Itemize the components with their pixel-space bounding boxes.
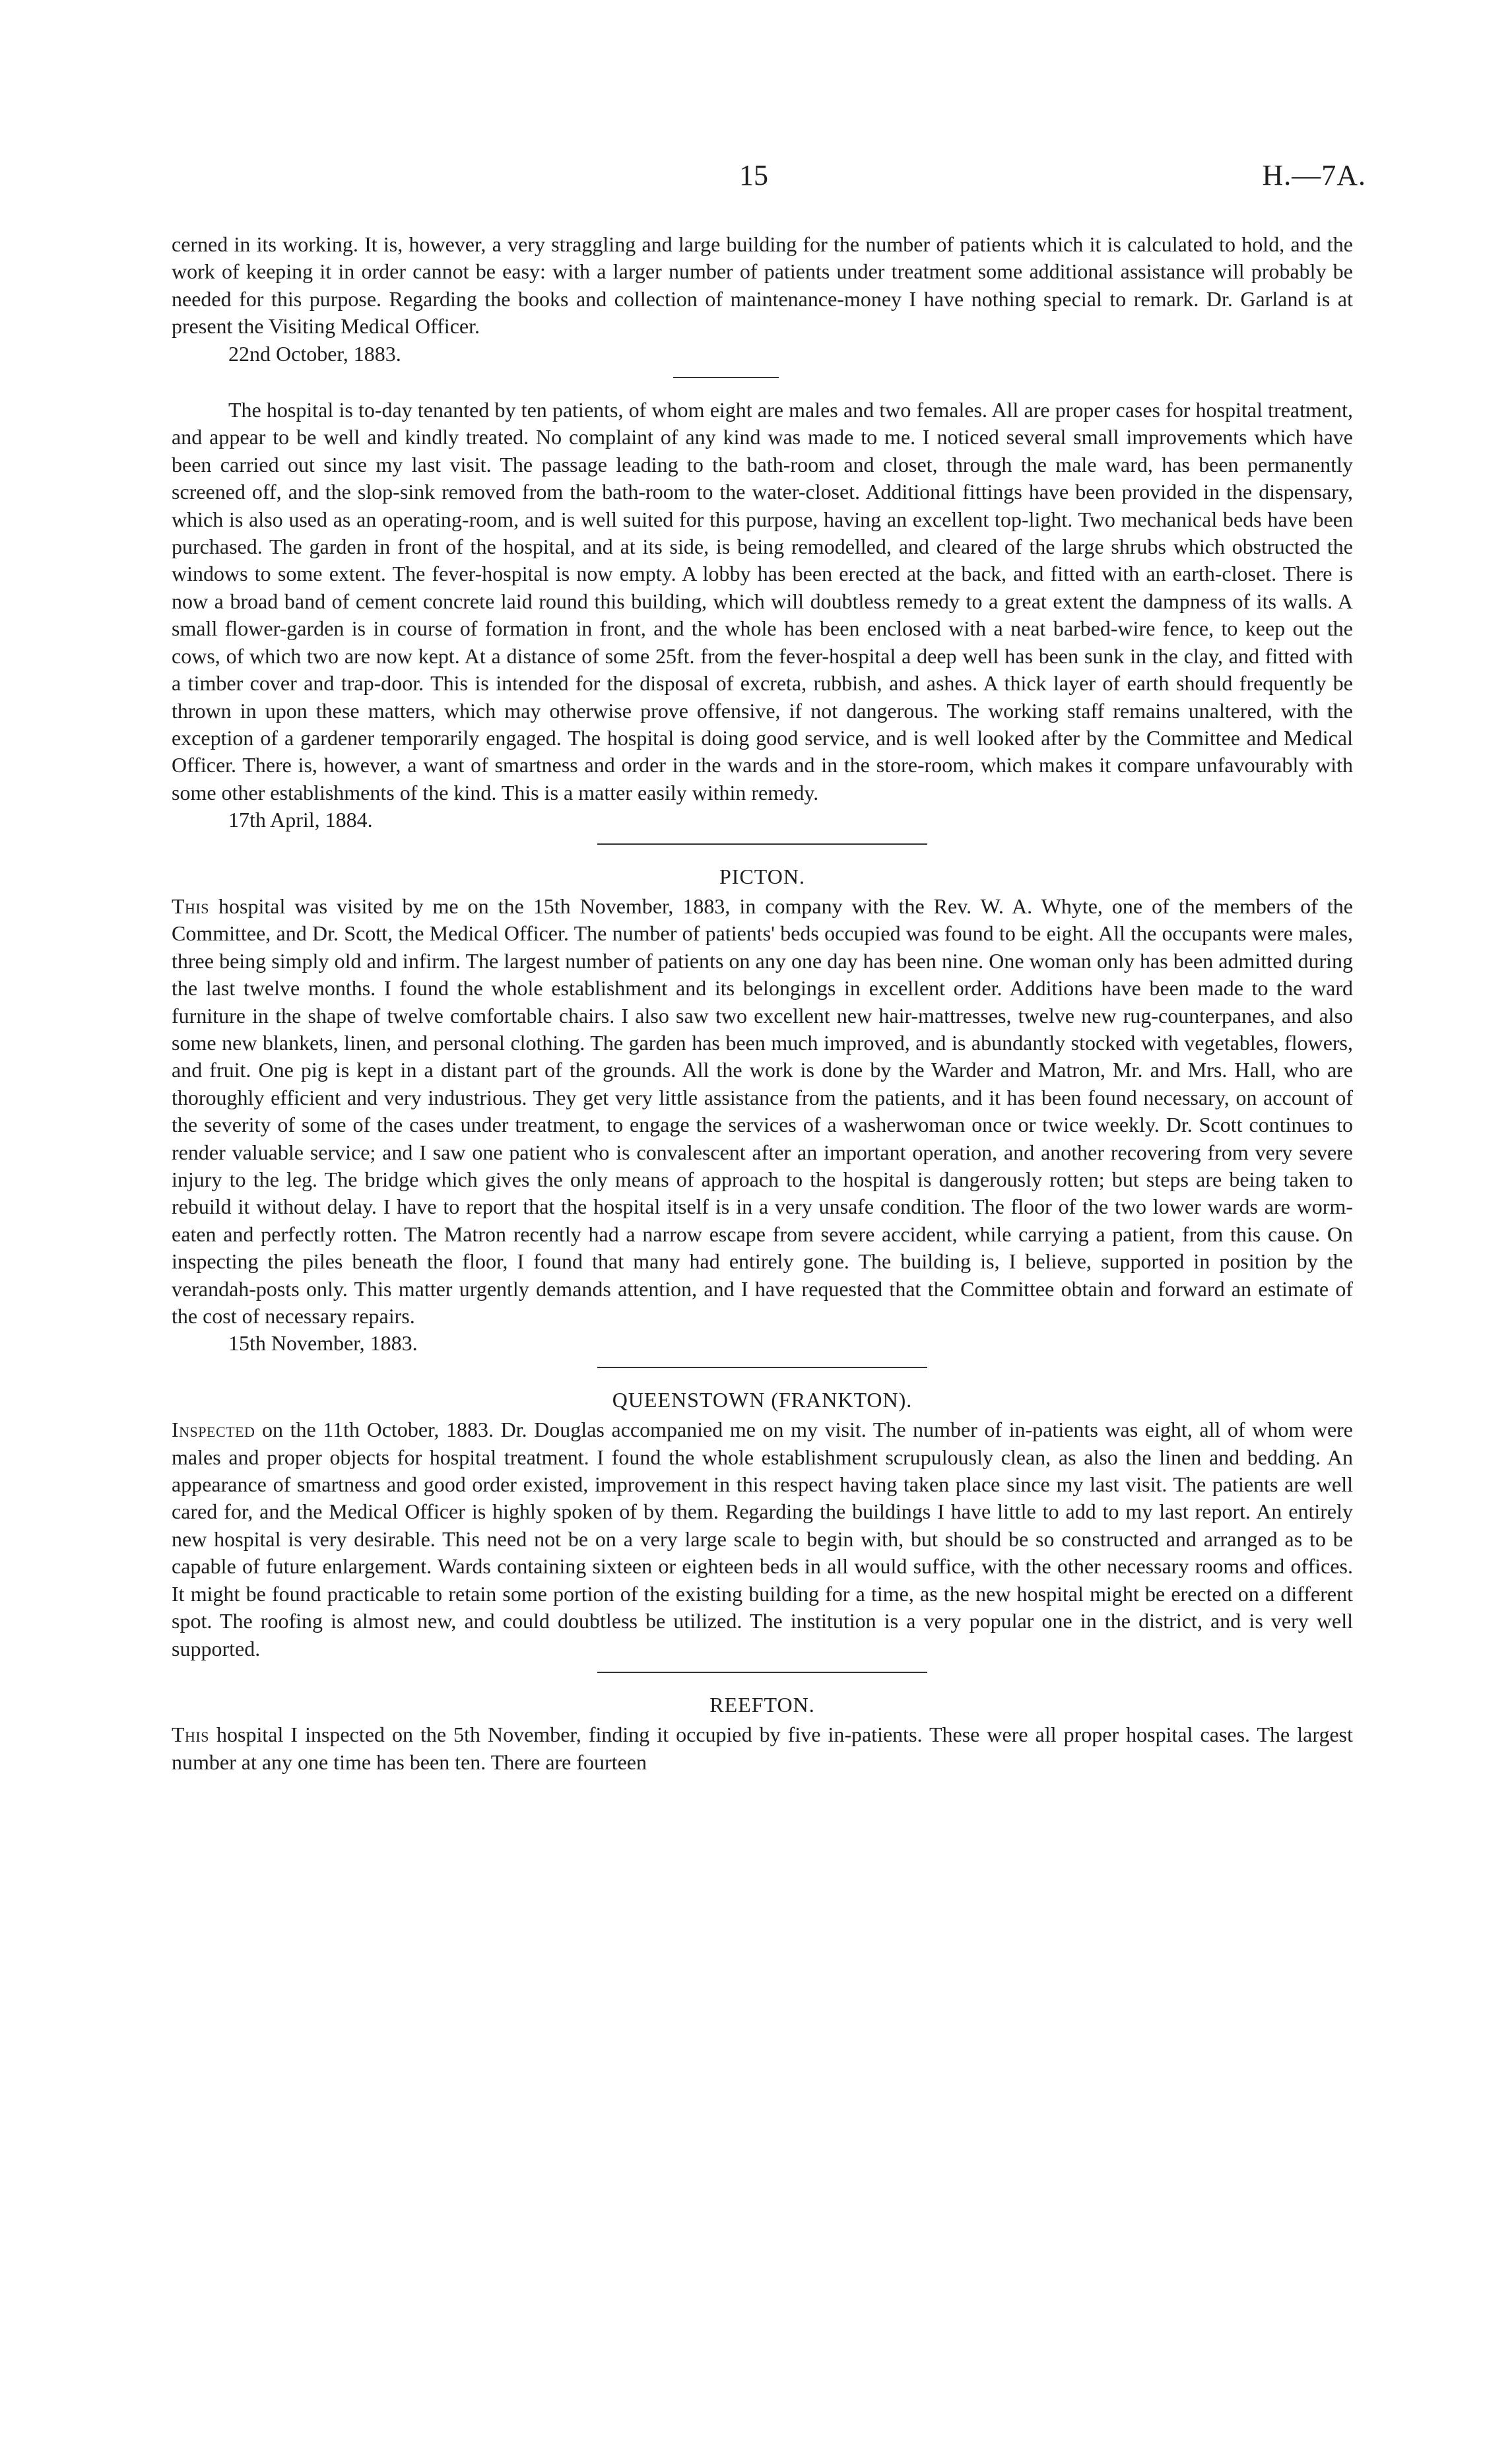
section-heading-reefton: REEFTON.	[709, 1692, 815, 1717]
continuation-date: 22nd October, 1883.	[228, 341, 401, 366]
reefton-body: hospital I inspected on the 5th November, finding it occupied by five in-patients. These were all proper hospital cases. The largest number at any one time has been ten. There are fourteen	[172, 1723, 1353, 1774]
queenstown-body: on the 11th October, 1883. Dr. Douglas accompanied me on my visit. The number of in-patients was eight, all of whom were males and proper objects for hospital treatment. I found the whole establishment scrupulously clean, as also the linen and bedding. An appearance of smartness and good order existed, improvement in this respect having taken place since my last visit. The patients are well cared for, and the Medical Officer is highly spoken of by them. Regarding the buildings I have little to add to my last report. An entirely new hospital is very desirable. This need not be on a very large scale to begin with, but should be so constructed and arranged as to be capable of future enlargement. Wards containing sixteen or eighteen beds in all would suffice, with the other necessary rooms and offices. It might be found practicable to retain some portion of the existing building for a time, as the new hospital might be erected on a different spot. The roofing is almost new, and could doubtless be utilized. The institution is a very popular one in the district, and is very well supported.	[172, 1418, 1353, 1660]
reefton-paragraph	[172, 1721, 1353, 1776]
queenstown-lead-word: Inspected	[172, 1418, 255, 1442]
section-heading-picton: PICTON.	[719, 864, 805, 888]
second-visit-date: 17th April, 1884.	[228, 808, 373, 832]
reefton-lead-word: This	[172, 1723, 209, 1747]
queenstown-paragraph	[172, 1416, 1353, 1662]
document-reference: H.—7A.	[1262, 159, 1366, 191]
second-visit-paragraph: The hospital is to-day tenanted by ten patients, of whom eight are males and two females. All are proper cases for hospital treatment, and appear to be well and kindly treated. No complaint of any kind was made to me. I noticed several small improvements which have been carried out since my last visit. The passage leading to the bath-room and closet, through the male ward, has been permanently screened off, and the slop-sink removed from the bath-room to the water-closet. Additional fittings have been provided in the dispensary, which is also used as an operating-room, and is well suited for this purpose, having an excellent top-light. Two mechanical beds have been purchased. The garden in front of the hospital, and at its side, is being remodelled, and cleared of the large shrubs which obstructed the windows to some extent. The fever-hospital is now empty. A lobby has been erected at the back, and fitted with an earth-closet. There is now a broad band of cement concrete laid round this building, which will doubtless remedy to a great extent the dampness of its walls. A small flower-garden is in course of formation in front, and the whole has been enclosed with a neat barbed-wire fence, to keep out the cows, of which two are now kept. At a distance of some 25ft. from the fever-hospital a deep well has been sunk in the clay, and fitted with a timber cover and trap-door. This is intended for the disposal of excreta, rubbish, and ashes. A thick layer of earth should frequently be thrown in upon these matters, which may otherwise prove offensive, if not dangerous. The working staff remains unaltered, with the exception of a gardener temporarily engaged. The hospital is doing good service, and is well looked after by the Committee and Medical Officer. There is, however, a want of smartness and order in the wards and in the store-room, which makes it compare unfavourably with some other establishments of the kind. This is a matter easily within remedy.	[172, 398, 1353, 805]
section-divider	[597, 843, 927, 845]
section-divider	[597, 1367, 927, 1368]
page-header	[172, 158, 1366, 205]
section-heading-queenstown: QUEENSTOWN (FRANKTON).	[612, 1387, 913, 1412]
picton-date: 15th November, 1883.	[228, 1331, 418, 1356]
document-page	[172, 158, 1366, 1776]
section-divider	[673, 377, 779, 378]
picton-paragraph	[172, 893, 1353, 1330]
picton-lead-word: This	[172, 894, 209, 918]
section-divider	[597, 1672, 927, 1673]
continuation-paragraph: cerned in its working. It is, however, a very straggling and large building for the number of patients which it is calculated to hold, and the work of keeping it in order cannot be easy: with a larger number of patients under treatment some additional assistance will probably be needed for this purpose. Regarding the books and collection of maintenance-money I have nothing special to remark. Dr. Garland is at present the Visiting Medical Officer.	[172, 232, 1353, 339]
page-number: 15	[739, 159, 768, 191]
picton-body: hospital was visited by me on the 15th November, 1883, in company with the Rev. W. A. Whyte, one of the members of the Committee, and Dr. Scott, the Medical Officer. The number of patients' beds occupied was found to be eight. All the occupants were males, three being simply old and infirm. The largest number of patients on any one day has been nine. One woman only has been admitted during the last twelve months. I found the whole establishment and its belongings in excellent order. Additions have been made to the ward furniture in the shape of twelve comfortable chairs. I also saw two excellent new hair-mattresses, twelve new rug-counterpanes, and also some new blankets, linen, and personal clothing. The garden has been much improved, and is abundantly stocked with vegetables, flowers, and fruit. One pig is kept in a distant part of the grounds. All the work is done by the Warder and Matron, Mr. and Mrs. Hall, who are thoroughly efficient and very industrious. They get very little assistance from the patients, and it has been found necessary, on account of the severity of some of the cases under treatment, to engage the services of a washerwoman once or twice weekly. Dr. Scott continues to render valuable service; and I saw one patient who is convalescent after an important operation, and another recovering from very severe injury to the leg. The bridge which gives the only means of approach to the hospital is dangerously rotten; but steps are being taken to rebuild it without delay. I have to report that the hospital itself is in a very unsafe condition. The floor of the two lower wards are worm-eaten and perfectly rotten. The Matron recently had a narrow escape from severe accident, while carrying a patient, from this cause. On inspecting the piles beneath the floor, I found that many had entirely gone. The building is, I believe, supported in position by the verandah-posts only. This matter urgently demands attention, and I have requested that the Committee obtain and forward an estimate of the cost of necessary repairs.	[172, 894, 1353, 1329]
